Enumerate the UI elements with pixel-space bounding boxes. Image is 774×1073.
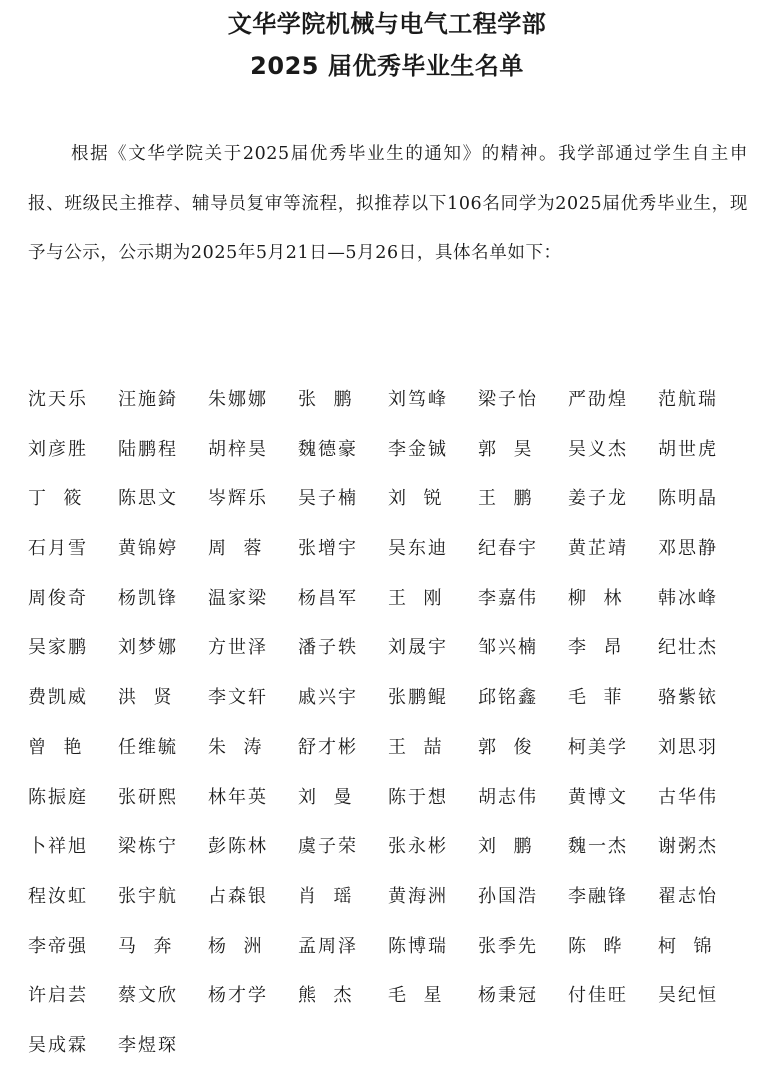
student-name: 邱铭鑫 [478, 687, 538, 709]
student-name: 黄海洲 [388, 885, 448, 907]
student-name: 纪壮杰 [658, 637, 718, 659]
student-name: 李文轩 [208, 687, 268, 709]
student-name: 翟志怡 [658, 885, 718, 907]
student-name: 马 奔 [118, 935, 174, 957]
student-name: 朱娜娜 [208, 389, 268, 410]
student-name: 孟周泽 [298, 935, 358, 957]
student-name: 石月雪 [28, 538, 88, 560]
student-name: 刘 鹏 [478, 836, 534, 858]
student-name: 吴义杰 [568, 438, 628, 460]
student-name: 彭陈林 [208, 836, 268, 858]
student-name: 费凯威 [28, 687, 88, 709]
student-name: 朱 涛 [208, 736, 264, 758]
student-name: 张 鹏 [298, 389, 354, 410]
student-name: 林年英 [208, 786, 268, 808]
student-name: 周俊奇 [28, 587, 88, 609]
student-name: 熊 杰 [298, 985, 354, 1007]
student-name: 胡梓昊 [208, 438, 268, 460]
student-name: 张增宇 [298, 538, 358, 560]
student-name: 黄芷靖 [568, 538, 628, 560]
student-name: 陈 晔 [568, 935, 624, 957]
student-name: 虞子荣 [298, 836, 358, 858]
student-name: 张研熙 [118, 786, 178, 808]
student-name: 戚兴宇 [298, 687, 358, 709]
student-name: 陈于想 [388, 786, 448, 808]
student-name: 蔡文欣 [118, 985, 178, 1007]
student-name: 张季先 [478, 935, 538, 957]
student-name: 吴子楠 [298, 488, 358, 510]
student-name: 潘子轶 [298, 637, 358, 659]
student-name: 杨才学 [208, 985, 268, 1007]
student-name: 陈振庭 [28, 786, 88, 808]
student-name: 沈天乐 [28, 389, 88, 410]
student-name: 陈博瑞 [388, 935, 448, 957]
intro-paragraph: 根据《文华学院关于2025届优秀毕业生的通知》的精神。我学部通过学生自主申报、班级民主推荐、辅导员复审等流程，拟推荐以下106名同学为2025届优秀毕业生，现予与公示，公示期为2025年5月21日—5月26日，具体名单如下： [28, 144, 748, 263]
student-name: 任维毓 [118, 736, 178, 758]
student-name: 李融锋 [568, 885, 628, 907]
student-name: 毛 菲 [568, 687, 624, 709]
student-name: 魏一杰 [568, 836, 628, 858]
student-name: 杨昌军 [298, 587, 358, 609]
student-name: 邹兴楠 [478, 637, 538, 659]
student-name: 韩冰峰 [658, 587, 718, 609]
student-name: 黄锦婷 [118, 538, 178, 560]
student-name: 程汝虹 [28, 885, 88, 907]
student-name: 李煜琛 [118, 1034, 178, 1056]
student-name: 谢粥杰 [658, 836, 718, 858]
student-name: 王 刚 [388, 587, 444, 609]
student-name: 陈思文 [118, 488, 178, 510]
student-name: 纪春宇 [478, 538, 538, 560]
student-name: 郭 昊 [478, 438, 534, 460]
student-name: 孙国浩 [478, 885, 538, 907]
student-name: 刘彦胜 [28, 438, 88, 460]
page-subtitle: 2025 届优秀毕业生名单 [250, 52, 524, 80]
student-name: 张永彬 [388, 836, 448, 858]
student-name: 李金铖 [388, 438, 448, 460]
student-name: 舒才彬 [298, 736, 358, 758]
student-name: 吴东迪 [388, 538, 448, 560]
student-name: 丁 筱 [28, 488, 84, 510]
student-name: 刘 曼 [298, 786, 354, 808]
student-name: 张宇航 [118, 885, 178, 907]
student-name: 胡世虎 [658, 438, 718, 460]
student-name: 毛 星 [388, 985, 444, 1007]
student-name: 温家梁 [208, 587, 268, 609]
student-name: 古华伟 [658, 786, 718, 808]
student-name: 李嘉伟 [478, 587, 538, 609]
student-name: 梁栋宁 [118, 836, 178, 858]
student-name: 胡志伟 [478, 786, 538, 808]
student-name: 骆紫铱 [658, 687, 718, 709]
student-name: 占森银 [208, 885, 268, 907]
name-list [28, 377, 768, 1073]
student-name: 李帝强 [28, 935, 88, 957]
student-name: 洪 贤 [118, 687, 174, 709]
student-name: 刘 锐 [388, 488, 444, 510]
student-name: 黄博文 [568, 786, 628, 808]
student-name: 刘晟宇 [388, 637, 448, 659]
student-name: 吴纪恒 [658, 985, 718, 1007]
student-name: 吴家鹏 [28, 637, 88, 659]
student-name: 杨 洲 [208, 935, 264, 957]
student-name: 曾 艳 [28, 736, 84, 758]
student-name: 张鹏鲲 [388, 687, 448, 709]
student-name: 杨凯锋 [118, 587, 178, 609]
student-name: 王 鹏 [478, 488, 534, 510]
student-name: 梁子怡 [478, 389, 538, 410]
student-name: 岑辉乐 [208, 488, 268, 510]
student-name: 卜祥旭 [28, 836, 88, 858]
student-name: 姜子龙 [568, 488, 628, 510]
student-name: 杨秉冠 [478, 985, 538, 1007]
student-name: 陈明晶 [658, 488, 718, 510]
student-name: 许启芸 [28, 985, 88, 1007]
student-name: 柯美学 [568, 736, 628, 758]
student-name: 柯 锦 [658, 935, 714, 957]
student-name: 魏德豪 [298, 438, 358, 460]
student-name: 严劭煌 [568, 389, 628, 410]
student-name: 邓思静 [658, 538, 718, 560]
student-name: 郭 俊 [478, 736, 534, 758]
student-name: 付佳旺 [568, 985, 628, 1007]
student-name: 汪施錡 [118, 389, 178, 410]
student-name: 陆鹏程 [118, 438, 178, 460]
student-name: 王 喆 [388, 736, 444, 758]
student-name: 柳 林 [568, 587, 624, 609]
student-name: 周 蓉 [208, 538, 264, 560]
student-name: 方世泽 [208, 637, 268, 659]
student-name: 刘梦娜 [118, 637, 178, 659]
student-name: 肖 瑶 [298, 885, 354, 907]
student-name: 刘思羽 [658, 736, 718, 758]
student-name: 吴成霖 [28, 1034, 88, 1056]
student-name: 李 昂 [568, 637, 624, 659]
student-name: 刘笃峰 [388, 389, 448, 410]
page-title: 文华学院机械与电气工程学部 [227, 10, 547, 38]
student-name: 范航瑞 [658, 389, 718, 410]
